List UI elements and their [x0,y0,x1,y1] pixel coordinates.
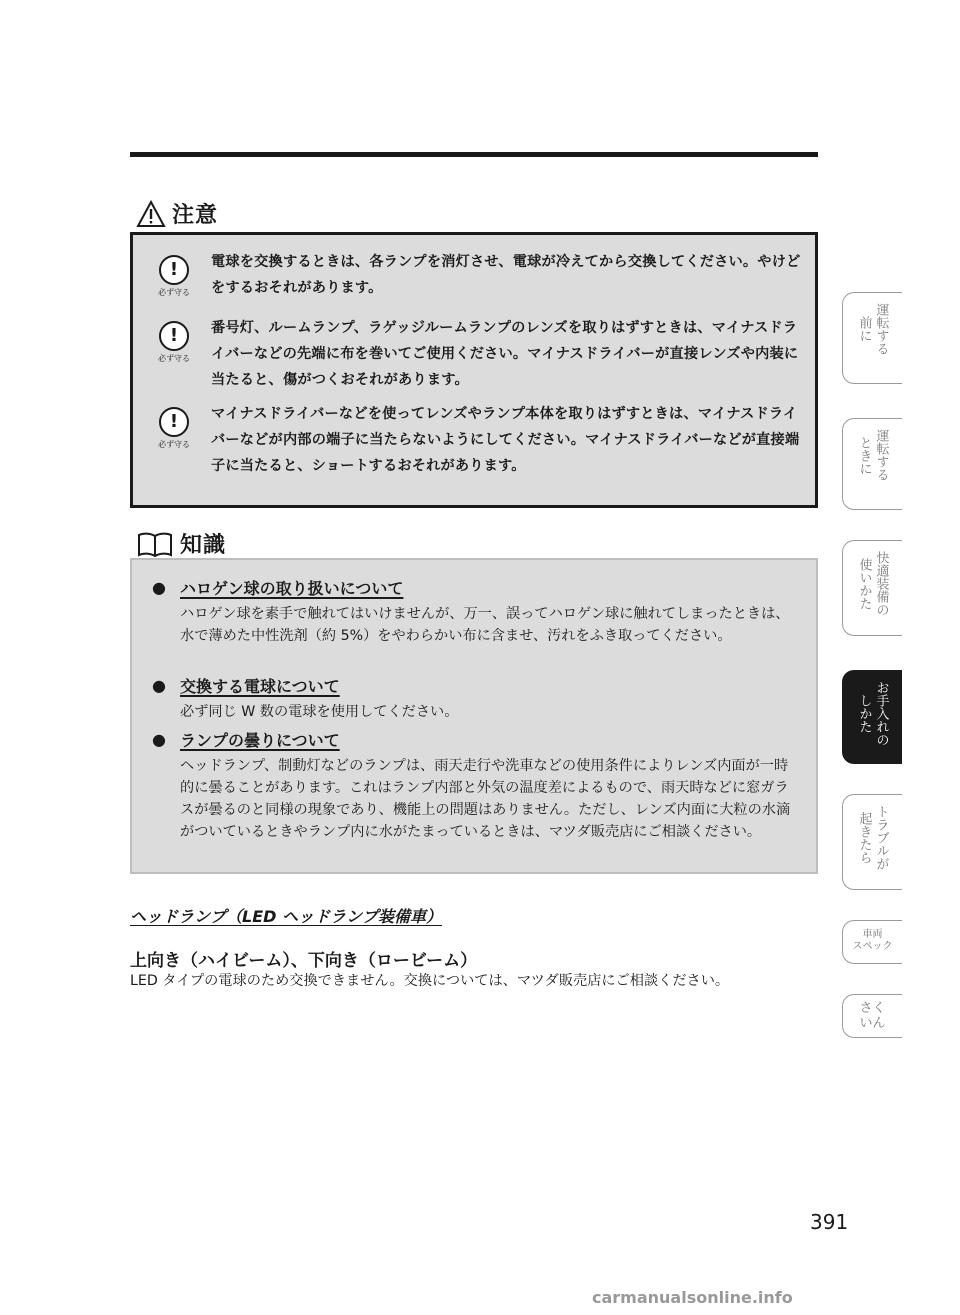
tab-maintenance[interactable]: お手入れの しかた [842,670,902,764]
knowledge-item-title: ハロゲン球の取り扱いについて [180,579,404,598]
caution-text: 番号灯、ルームランプ、ラゲッジルームランプのレンズを取りはずすときは、マイナスドライバーなどの先端に布を巻いてご使用ください。マイナスドライバーが直接レンズや内装に当たると、傷がつくおそれがあります。 [211,320,799,388]
caution-box [130,232,818,508]
knowledge-item-text: ハロゲン球を素手で触れてはいけませんが、万一、誤ってハロゲン球に触れてしまったときは、水で薄めた中性洗剤（約 5%）をやわらかい布に含ませ、汚れをふき取ってください。 [180,606,790,644]
caution-text: マイナスドライバーなどを使ってレンズやランプ本体を取りはずすときは、マイナスドライバーなどが内部の端子に当たらないようにしてください。マイナスドライバーなどが直接端子に当たると、ショートするおそれがあります。 [211,406,800,474]
headlamp-subheading: 上向き（ハイビーム）、下向き（ロービーム） [130,951,478,971]
headlamp-text: LED タイプの電球のため交換できません。交換については、マツダ販売店にご相談ください。 [130,973,730,989]
tab-index[interactable]: さく いん [842,994,902,1038]
knowledge-item-title: 交換する電球について [180,677,340,696]
knowledge-item [152,728,802,843]
must-follow-icon: ! 必ず守る [151,255,197,298]
tab-troubleshooting[interactable]: トラブルが 起きたら [842,794,902,890]
knowledge-heading [136,528,226,559]
knowledge-item-title: ランプの曇りについて [180,731,340,750]
book-icon [136,531,174,557]
knowledge-title: 知識 [180,533,227,558]
warning-triangle-icon [136,200,166,228]
bullet: ● [152,578,166,597]
headlamp-heading: ヘッドランプ（LED ヘッドランプ装備車） [130,907,442,926]
knowledge-item-text: ヘッドランプ、制動灯などのランプは、雨天走行や洗車などの使用条件によりレンズ内面が一時的に曇ることがあります。これはランプ内部と外気の温度差によるもので、雨天時などに窓ガラスが曇るのと同様の現象であり、機能上の問題はありません。ただし、レンズ内面に大粒の水滴がついているときやランプ内に水がたまっているときは、マツダ販売店にご相談ください。 [180,758,791,840]
knowledge-item [152,576,802,647]
caution-title: 注意 [172,203,219,228]
knowledge-item-text: 必ず同じ W 数の電球を使用してください。 [180,704,459,720]
must-follow-icon: ! 必ず守る [151,407,197,450]
page-number: 391 [810,1210,849,1234]
knowledge-box [130,558,818,874]
tab-when-driving[interactable]: 運転する ときに [842,418,902,510]
bullet: ● [152,730,166,749]
tab-specifications[interactable]: 車両 スペック [842,920,902,964]
top-rule [130,152,818,157]
tab-comfort-equipment[interactable]: 快適装備の 使いかた [842,540,902,636]
caution-heading [136,198,218,229]
watermark: carmanualsonline.info [592,1288,793,1307]
knowledge-item [152,674,802,723]
caution-text: 電球を交換するときは、各ランプを消灯させ、電球が冷えてから交換してください。やけどをするおそれがあります。 [211,254,801,296]
bullet: ● [152,676,166,695]
must-follow-icon: ! 必ず守る [151,321,197,364]
tab-before-driving[interactable]: 運転する 前に [842,292,902,384]
